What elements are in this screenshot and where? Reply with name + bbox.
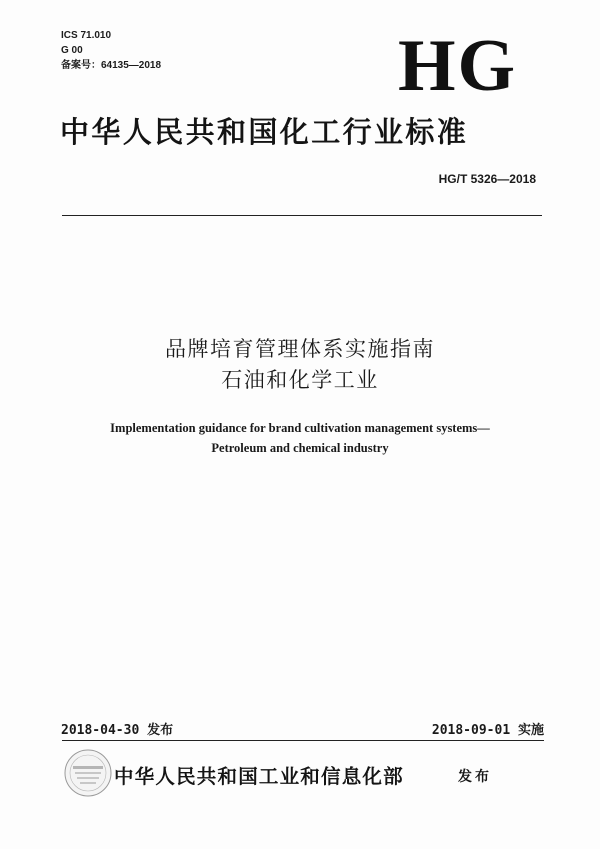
chinese-document-title	[0, 334, 600, 396]
ccs-code: G 00	[61, 45, 83, 56]
publish-label: 发布	[147, 723, 174, 738]
english-title-line-1: Implementation guidance for brand cultivation management systems—	[110, 421, 490, 435]
publish-date: 2018-04-30	[61, 723, 140, 738]
bottom-divider	[62, 740, 544, 741]
implement-date: 2018-09-01	[431, 723, 511, 738]
issuing-authority: 中华人民共和国工业和信息化部	[114, 765, 404, 788]
issue-label: 发布	[458, 769, 492, 785]
implement-date-block	[432, 719, 544, 738]
top-divider	[62, 215, 542, 216]
ics-code: ICS 71.010	[61, 30, 112, 41]
chinese-title-line-2: 石油和化学工业	[221, 368, 379, 392]
publish-date-block	[61, 719, 173, 738]
standard-number: HG/T 5326—2018	[438, 172, 536, 186]
english-document-title	[0, 418, 600, 458]
classification-block	[61, 28, 161, 73]
hg-logo: HG	[398, 25, 518, 107]
chinese-title-line-1: 品牌培育管理体系实施指南	[165, 337, 435, 361]
english-title-line-2: Petroleum and chemical industry	[211, 441, 389, 455]
standard-category-title: 中华人民共和国化工行业标准	[60, 115, 469, 149]
implement-label: 实施	[517, 723, 544, 738]
anti-counterfeit-stamp	[63, 748, 113, 798]
filing-number: 备案号：64135—2018	[61, 60, 162, 71]
